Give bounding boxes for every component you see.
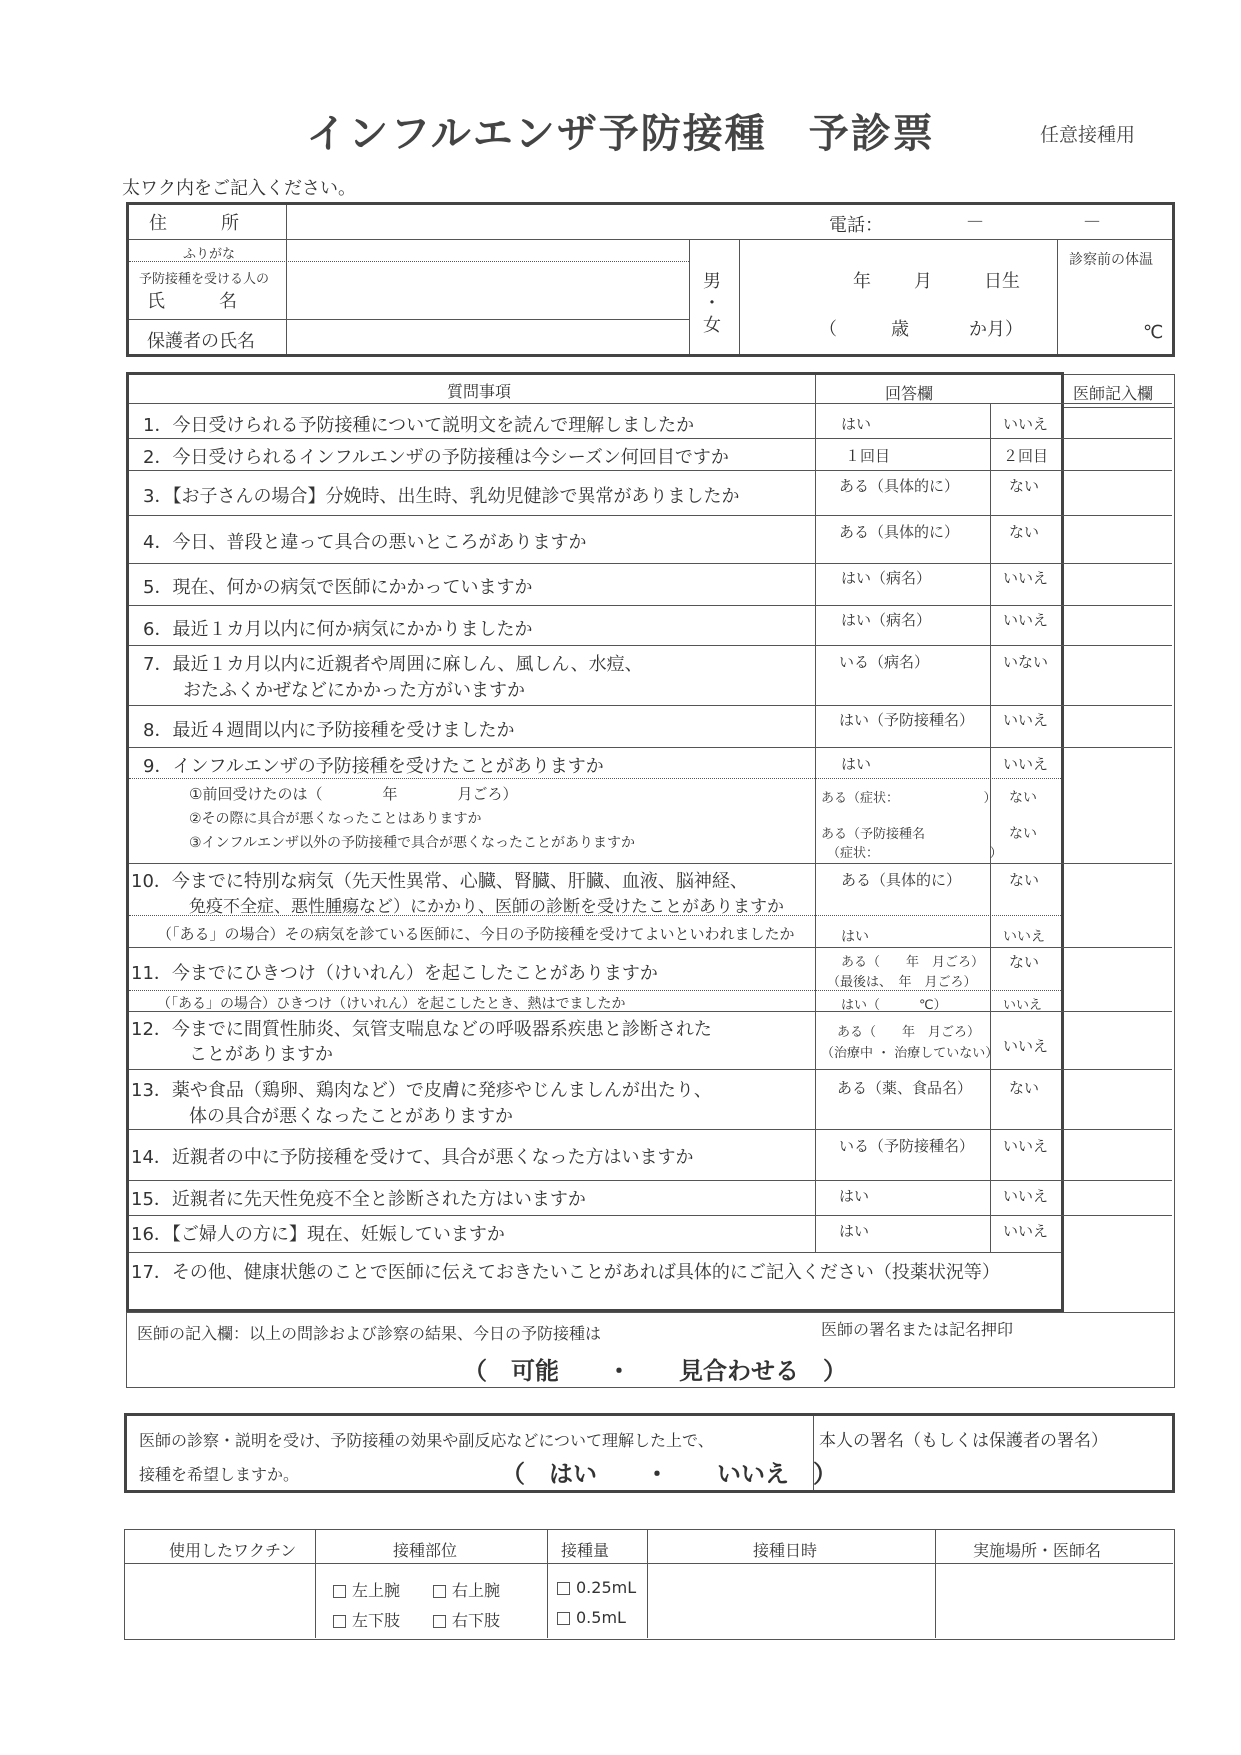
question-9-sub3: ③インフルエンザ以外の予防接種で具合が悪くなったことがありますか: [189, 835, 635, 851]
q5-answer-yes[interactable]: はい（病名）: [841, 569, 932, 587]
q3-answer-yes[interactable]: ある（具体的に）: [839, 477, 960, 495]
vaccine-record-table: [124, 1529, 1175, 1640]
question-12-line1: 12．今までに間質性肺炎、気管支喘息などの呼吸器系疾患と診断された: [131, 1019, 712, 1040]
q9-sub3-answer-no[interactable]: ない: [1009, 826, 1037, 842]
furigana-label: ふりがな: [183, 247, 236, 262]
name-label: 氏 名: [147, 291, 237, 312]
age-open: （: [819, 319, 837, 340]
q6-answer-yes[interactable]: はい（病名）: [841, 611, 932, 629]
q11-sub-answer-no[interactable]: いいえ: [1003, 998, 1043, 1013]
q2-answer-second[interactable]: ２回目: [1003, 447, 1049, 465]
q5-answer-no[interactable]: いいえ: [1003, 569, 1049, 587]
q9-sub2-answer-no[interactable]: ない: [1009, 790, 1037, 806]
datetime-column-header: 接種日時: [753, 1541, 818, 1560]
q7-answer-yes[interactable]: いる（病名）: [839, 653, 930, 671]
sex-male[interactable]: 男: [703, 271, 721, 292]
q11-sub-answer-yes[interactable]: はい（ ℃）: [841, 998, 947, 1013]
q12-answer-yes[interactable]: ある（ 年 月ごろ）: [837, 1025, 981, 1040]
q15-answer-yes[interactable]: はい: [839, 1187, 870, 1205]
q11-last-time: （最後は、 年 月ごろ）: [827, 975, 977, 990]
temperature-label: 診察前の体温: [1069, 252, 1153, 268]
q8-answer-yes[interactable]: はい（予防接種名）: [839, 711, 975, 729]
q11-answer-yes[interactable]: ある（ 年 月ごろ）: [841, 955, 985, 970]
phone-separator: —: [967, 211, 983, 230]
question-11: 11．今までにひきつけ（けいれん）を起こしたことがありますか: [131, 963, 658, 984]
q9-answer-no[interactable]: いいえ: [1003, 755, 1049, 773]
q3-answer-no[interactable]: ない: [1009, 477, 1040, 495]
q12-treatment-status[interactable]: （治療中 ・ 治療していない）: [821, 1046, 999, 1061]
question-column-header: 質問事項: [447, 382, 512, 401]
dose-column-header: 接種量: [561, 1541, 610, 1560]
q15-answer-no[interactable]: いいえ: [1003, 1187, 1049, 1205]
question-10-line2: 免疫不全症、悪性腫瘍など）にかかり、医師の診断を受けたことがありますか: [189, 897, 784, 917]
q1-answer-no[interactable]: いいえ: [1003, 415, 1049, 433]
site-left-upper-arm-label: 左上腕: [352, 1581, 401, 1600]
checkbox-icon: [433, 1615, 446, 1628]
vaccine-column-header: 使用したワクチン: [169, 1541, 297, 1560]
q13-answer-yes[interactable]: ある（薬、食品名）: [837, 1079, 973, 1097]
q2-answer-first[interactable]: １回目: [845, 447, 891, 465]
consent-box: [124, 1413, 1175, 1493]
question-15: 15．近親者に先天性免疫不全と診断された方はいますか: [131, 1189, 586, 1210]
sex-female[interactable]: 女: [703, 315, 721, 336]
question-13-line1: 13．薬や食品（鶏卵、鶏肉など）で皮膚に発疹やじんましんが出たり、: [131, 1080, 712, 1101]
site-left-upper-arm-checkbox[interactable]: [333, 1578, 400, 1601]
question-16: 16．【ご婦人の方に】現在、妊娠していますか: [131, 1224, 505, 1245]
question-3: 3．【お子さんの場合】分娩時、出生時、乳幼児健診で異常がありましたか: [143, 486, 740, 507]
consent-text-line1: 医師の診察・説明を受け、予防接種の効果や副反応などについて理解した上で、: [139, 1431, 714, 1450]
site-left-lower-limb-label: 左下肢: [352, 1611, 401, 1630]
consent-options[interactable]: （ はい ・ いいえ ）: [501, 1460, 837, 1488]
doctor-column-header: 医師記入欄: [1073, 384, 1154, 403]
q12-answer-no[interactable]: いいえ: [1003, 1037, 1049, 1055]
q11-answer-no[interactable]: ない: [1009, 953, 1040, 971]
question-4: 4．今日、普段と違って具合の悪いところがありますか: [143, 532, 587, 553]
questions-table: [126, 372, 1064, 1312]
q14-answer-no[interactable]: いいえ: [1003, 1137, 1049, 1155]
patient-info-box: [126, 202, 1175, 357]
q9-sub3-answer-yes[interactable]: ある（予防接種名: [821, 827, 926, 842]
sex-dot: ・: [703, 293, 721, 314]
dob-month-label: 月: [914, 271, 932, 292]
question-7-line2: おたふくかぜなどにかかった方がいますか: [183, 680, 525, 701]
q4-answer-yes[interactable]: ある（具体的に）: [839, 523, 960, 541]
q9-answer-yes[interactable]: はい: [841, 755, 872, 773]
question-9-sub1: ①前回受けたのは（ 年 月ごろ）: [189, 785, 518, 803]
question-9: 9．インフルエンザの予防接種を受けたことがありますか: [143, 756, 604, 777]
question-11-sub: （「ある」の場合）ひきつけ（けいれん）を起こしたとき、熱はでましたか: [157, 996, 626, 1012]
question-17: 17．その他、健康状態のことで医師に伝えておきたいことがあれば具体的にご記入ください（投薬状況等）: [131, 1262, 1000, 1283]
dose-0-25ml-checkbox[interactable]: [557, 1578, 636, 1597]
site-right-upper-arm-checkbox[interactable]: [433, 1578, 500, 1601]
checkbox-icon: [557, 1582, 570, 1595]
site-right-upper-arm-label: 右上腕: [452, 1581, 501, 1600]
q13-answer-no[interactable]: ない: [1009, 1079, 1040, 1097]
question-14: 14．近親者の中に予防接種を受けて、具合が悪くなった方はいますか: [131, 1147, 694, 1168]
question-8: 8．最近４週間以内に予防接種を受けましたか: [143, 720, 515, 741]
guardian-label: 保護者の氏名: [147, 331, 255, 352]
checkbox-icon: [333, 1615, 346, 1628]
site-right-lower-limb-label: 右下肢: [452, 1611, 501, 1630]
form-subtitle: 任意接種用: [1040, 124, 1136, 146]
dose-0-5ml-label: 0.5mL: [576, 1608, 626, 1627]
phone-label: 電話：: [829, 215, 883, 236]
question-13-line2: 体の具合が悪くなったことがありますか: [189, 1106, 513, 1127]
consent-text-line2: 接種を希望しますか。: [139, 1465, 300, 1484]
question-5: 5．現在、何かの病気で医師にかかっていますか: [143, 577, 533, 598]
temperature-unit: ℃: [1143, 322, 1164, 343]
doctor-decision-options[interactable]: （ 可能 ・ 見合わせる ）: [463, 1357, 847, 1385]
q4-answer-no[interactable]: ない: [1009, 523, 1040, 541]
age-months-label: か月）: [969, 319, 1023, 340]
q10-sub-answer-no[interactable]: いいえ: [1003, 929, 1045, 945]
q9-sub3-symptom: （症状： ）: [827, 846, 1003, 861]
answer-column-header: 回答欄: [885, 384, 934, 403]
q7-answer-no[interactable]: いない: [1003, 653, 1049, 671]
doctor-signature-label: 医師の署名または記名押印: [821, 1320, 1014, 1339]
q1-answer-yes[interactable]: はい: [841, 415, 872, 433]
question-10-line1: 10．今までに特別な病気（先天性異常、心臓、腎臓、肝臓、血液、脳神経、: [131, 871, 748, 892]
question-6: 6．最近１カ月以内に何か病気にかかりましたか: [143, 619, 533, 640]
q10-sub-answer-yes[interactable]: はい: [841, 929, 869, 945]
q10-answer-no[interactable]: ない: [1009, 871, 1040, 889]
dose-0-25ml-label: 0.25mL: [576, 1578, 637, 1597]
q16-answer-yes[interactable]: はい: [839, 1222, 870, 1240]
question-10-sub: （「ある」の場合）その病気を診ている医師に、今日の予防接種を受けてよいといわれましたか: [157, 925, 795, 943]
dob-day-label: 日生: [984, 271, 1020, 292]
q14-answer-yes[interactable]: いる（予防接種名）: [839, 1137, 975, 1155]
checkbox-icon: [333, 1585, 346, 1598]
age-years-label: 歳: [891, 319, 909, 340]
q10-answer-yes[interactable]: ある（具体的に）: [841, 871, 962, 889]
site-left-lower-limb-checkbox[interactable]: [333, 1608, 400, 1631]
place-column-header: 実施場所・医師名: [973, 1541, 1102, 1560]
q16-answer-no[interactable]: いいえ: [1003, 1222, 1049, 1240]
q6-answer-no[interactable]: いいえ: [1003, 611, 1049, 629]
question-12-line2: ことがありますか: [189, 1044, 333, 1065]
form-title: インフルエンザ予防接種 予診票: [306, 111, 935, 157]
instruction-text: 太ワク内をご記入ください。: [122, 178, 356, 199]
name-label-small: 予防接種を受ける人の: [139, 272, 270, 287]
doctor-entry-label: 医師の記入欄：以上の問診および診察の結果、今日の予防接種は: [137, 1324, 602, 1343]
question-9-sub2: ②その際に具合が悪くなったことはありますか: [189, 811, 482, 827]
consent-signature-label: 本人の署名（もしくは保護者の署名）: [819, 1431, 1108, 1451]
dose-0-5ml-checkbox[interactable]: [557, 1608, 626, 1627]
question-7-line1: 7．最近１カ月以内に近親者や周囲に麻しん、風しん、水痘、: [143, 654, 643, 675]
site-column-header: 接種部位: [393, 1541, 458, 1560]
doctor-entry-box: [126, 1312, 1175, 1388]
site-right-lower-limb-checkbox[interactable]: [433, 1608, 500, 1631]
dob-year-label: 年: [853, 271, 871, 292]
checkbox-icon: [433, 1585, 446, 1598]
q9-sub2-answer-yes[interactable]: ある（症状： ）: [821, 791, 997, 806]
q8-answer-no[interactable]: いいえ: [1003, 711, 1049, 729]
question-2: 2．今日受けられるインフルエンザの予防接種は今シーズン何回目ですか: [143, 447, 729, 468]
address-label: 住 所: [149, 213, 239, 234]
checkbox-icon: [557, 1612, 570, 1625]
phone-separator: —: [1084, 211, 1100, 230]
question-1: 1．今日受けられる予防接種について説明文を読んで理解しましたか: [143, 415, 695, 436]
